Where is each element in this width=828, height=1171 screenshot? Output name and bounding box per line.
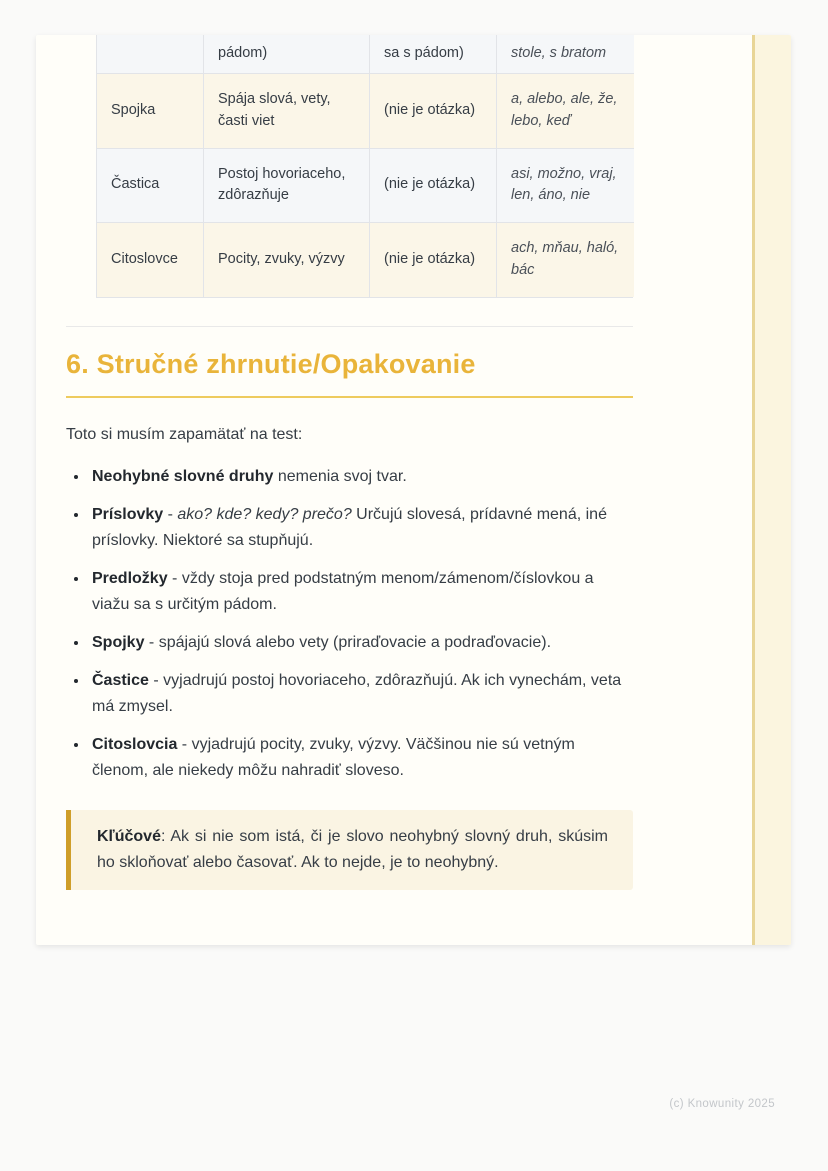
list-item: • Častice - vyjadrujú postoj hovoriaceho, zdôrazňujú. Ak ich vynechám, veta má zmysel. bbox=[89, 668, 633, 720]
page-footer: (c) Knowunity 2025 bbox=[669, 1098, 775, 1110]
list-item: • Spojky - spájajú slová alebo vety (priraďovacie a podraďovacie). bbox=[89, 630, 633, 656]
list-item: • Neohybné slovné druhy nemenia svoj tvar. bbox=[89, 464, 633, 490]
list-item: • Predložky - vždy stoja pred podstatným menom/zámenom/číslovkou a viažu sa s určitým pádom. bbox=[89, 566, 633, 618]
summary-list bbox=[66, 464, 633, 784]
table-cell-label: Citoslovce bbox=[97, 222, 203, 297]
table-cell-description: pádom) bbox=[203, 35, 369, 73]
table-cell-question: (nie je otázka) bbox=[369, 222, 496, 297]
table-cell-label: Spojka bbox=[97, 73, 203, 148]
table-cell-label: Častica bbox=[97, 148, 203, 223]
table-cell-examples: stole, s bratom bbox=[496, 35, 634, 73]
document-content bbox=[66, 35, 633, 890]
page-edge-band bbox=[752, 35, 791, 945]
table-cell-examples: a, alebo, ale, že, lebo, keď bbox=[496, 73, 634, 148]
key-note-callout bbox=[66, 810, 633, 890]
table-cell-label bbox=[97, 35, 203, 73]
section-heading: 6. Stručné zhrnutie/Opakovanie bbox=[66, 349, 633, 398]
document-card bbox=[36, 35, 791, 945]
grammar-table bbox=[96, 35, 633, 298]
intro-paragraph: Toto si musím zapamätať na test: bbox=[66, 425, 303, 443]
table-cell-description: Spája slová, vety, časti viet bbox=[203, 73, 369, 148]
table-cell-question: (nie je otázka) bbox=[369, 73, 496, 148]
list-item: • Príslovky - ako? kde? kedy? prečo? Určujú slovesá, prídavné mená, iné príslovky. Niektoré sa stupňujú. bbox=[89, 502, 633, 554]
table-cell-examples: ach, mňau, haló, bác bbox=[496, 222, 634, 297]
table-cell-examples: asi, možno, vraj, len, áno, nie bbox=[496, 148, 634, 223]
section-divider bbox=[66, 326, 633, 327]
table-cell-description: Postoj hovoriaceho, zdôrazňuje bbox=[203, 148, 369, 223]
callout-text: Kľúčové: Ak si nie som istá, či je slovo neohybný slovný druh, skúsim ho skloňovať alebo časovať. Ak to nejde, je to neohybný. bbox=[97, 827, 608, 871]
table-cell-question: (nie je otázka) bbox=[369, 148, 496, 223]
table-cell-description: Pocity, zvuky, výzvy bbox=[203, 222, 369, 297]
list-item: • Citoslovcia - vyjadrujú pocity, zvuky, výzvy. Väčšinou nie sú vetným členom, ale niekedy môžu nahradiť sloveso. bbox=[89, 732, 633, 784]
table-cell-question: sa s pádom) bbox=[369, 35, 496, 73]
